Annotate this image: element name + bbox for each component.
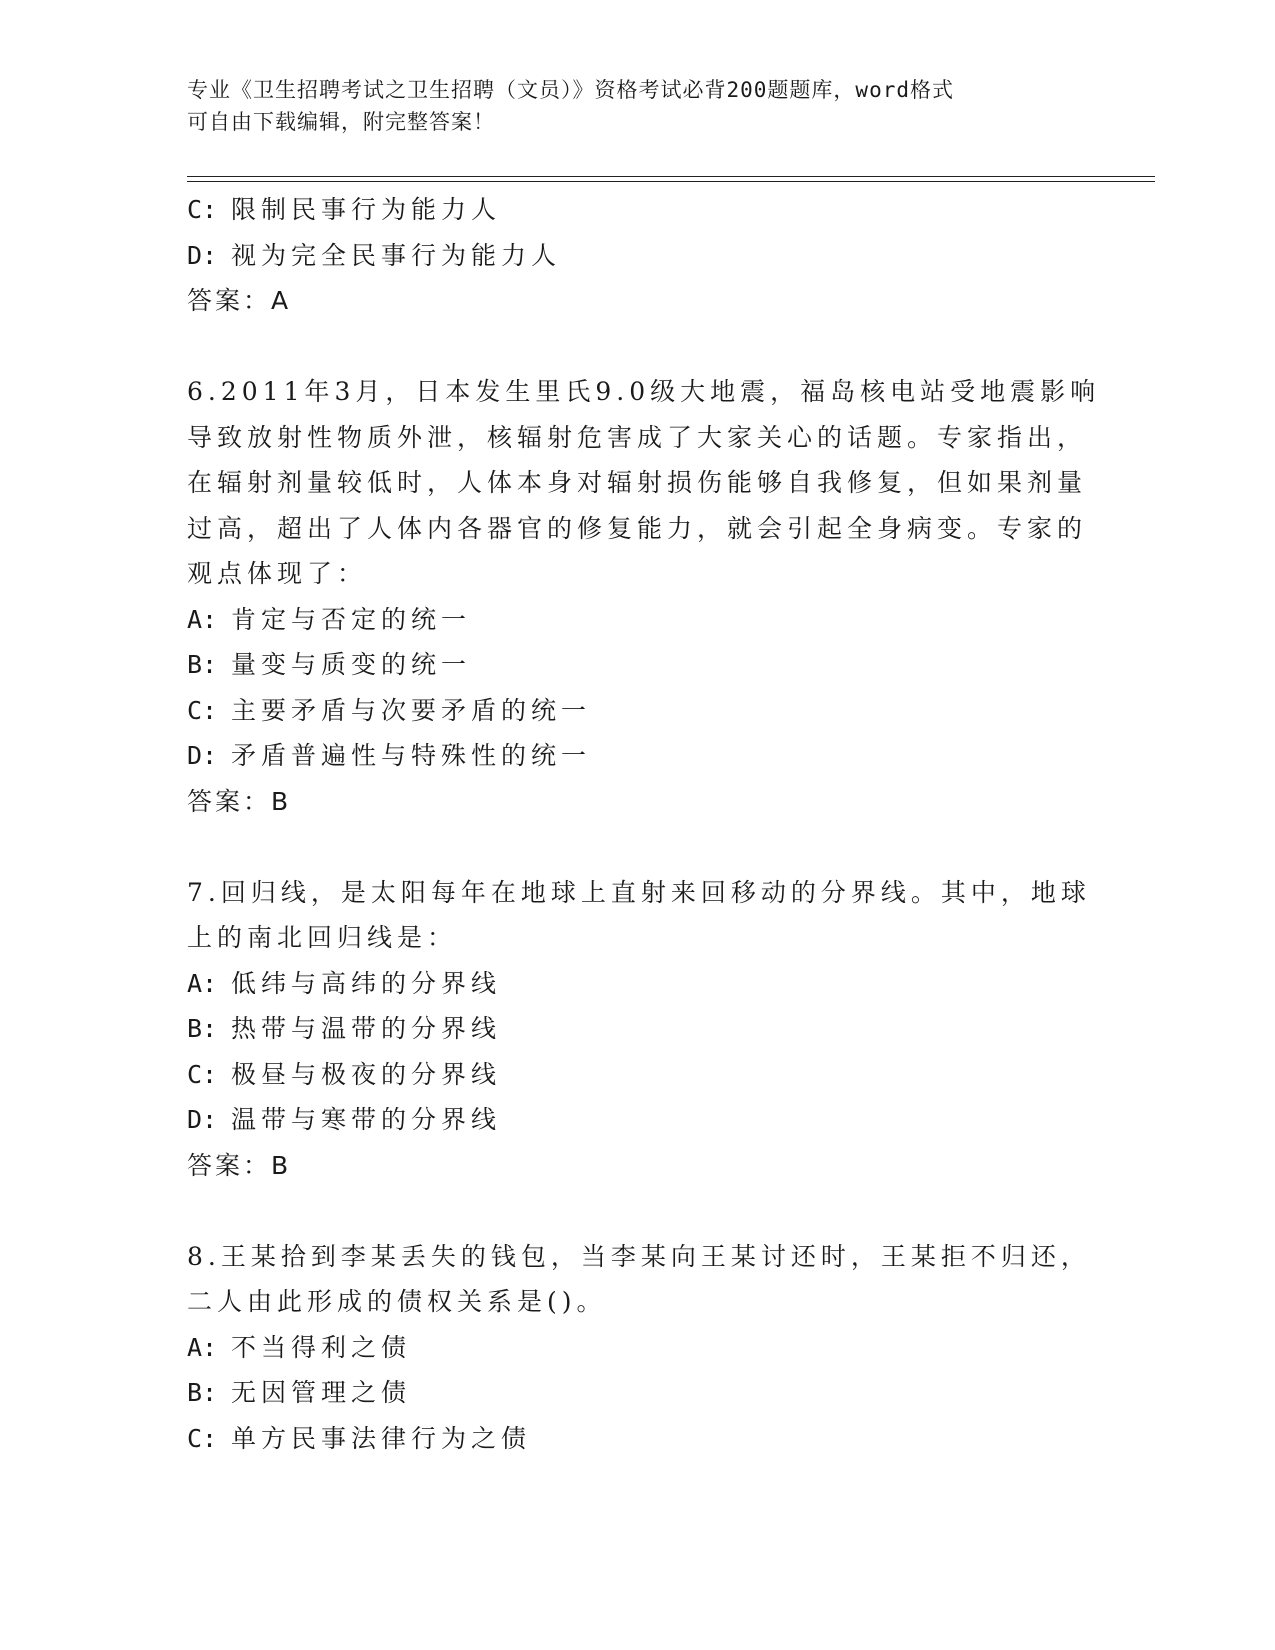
option-a: A: 肯定与否定的统一 [187, 604, 472, 634]
header-divider-bottom [187, 181, 1155, 182]
question-text-line: 过高，超出了人体内各器官的修复能力，就会引起全身病变。专家的 [187, 513, 1088, 543]
question-text-line: 7.回归线，是太阳每年在地球上直射来回移动的分界线。其中，地球 [187, 877, 1091, 907]
question-text-line: 8.王某拾到李某丢失的钱包，当李某向王某讨还时，王某拒不归还， [187, 1241, 1091, 1271]
answer-line: 答案：A [187, 286, 292, 315]
question-text-line: 导致放射性物质外泄，核辐射危害成了大家关心的话题。专家指出， [187, 422, 1088, 452]
header-line-1: 专业《卫生招聘考试之卫生招聘（文员）》资格考试必背200题题库，word格式 [187, 78, 954, 102]
question-text-line: 6.2011年3月，日本发生里氏9.0级大地震，福岛核电站受地震影响 [187, 377, 1101, 406]
option-a: A: 低纬与高纬的分界线 [187, 968, 502, 998]
option-d: D: 温带与寒带的分界线 [187, 1105, 502, 1134]
question-text-line: 在辐射剂量较低时，人体本身对辐射损伤能够自我修复，但如果剂量 [187, 468, 1088, 497]
document-header [187, 74, 1067, 138]
question-6 [187, 369, 1101, 824]
option-b: B: 无因管理之债 [187, 1378, 412, 1407]
answer-line: 答案：B [187, 1150, 292, 1180]
question-8 [187, 1234, 1091, 1462]
answer-line: 答案：B [187, 786, 292, 816]
option-c: C: 单方民事法律行为之债 [187, 1423, 532, 1453]
header-divider-top [187, 176, 1155, 177]
question-text-line: 上的南北回归线是： [187, 923, 458, 952]
option-c: C: 限制民事行为能力人 [187, 195, 502, 224]
document-body [187, 187, 1101, 1461]
option-c: C: 主要矛盾与次要矛盾的统一 [187, 695, 592, 725]
question-text-line: 二人由此形成的债权关系是()。 [187, 1287, 607, 1316]
question-5-tail [187, 187, 1087, 324]
option-d: D: 矛盾普遍性与特殊性的统一 [187, 741, 592, 770]
header-line-2: 可自由下载编辑，附完整答案！ [187, 110, 495, 134]
question-text-line: 观点体现了： [187, 559, 368, 588]
option-d: D: 视为完全民事行为能力人 [187, 240, 562, 270]
question-7 [187, 870, 1091, 1189]
option-b: B: 热带与温带的分界线 [187, 1014, 502, 1043]
option-a: A: 不当得利之债 [187, 1332, 412, 1362]
option-b: B: 量变与质变的统一 [187, 650, 472, 679]
option-c: C: 极昼与极夜的分界线 [187, 1059, 502, 1089]
